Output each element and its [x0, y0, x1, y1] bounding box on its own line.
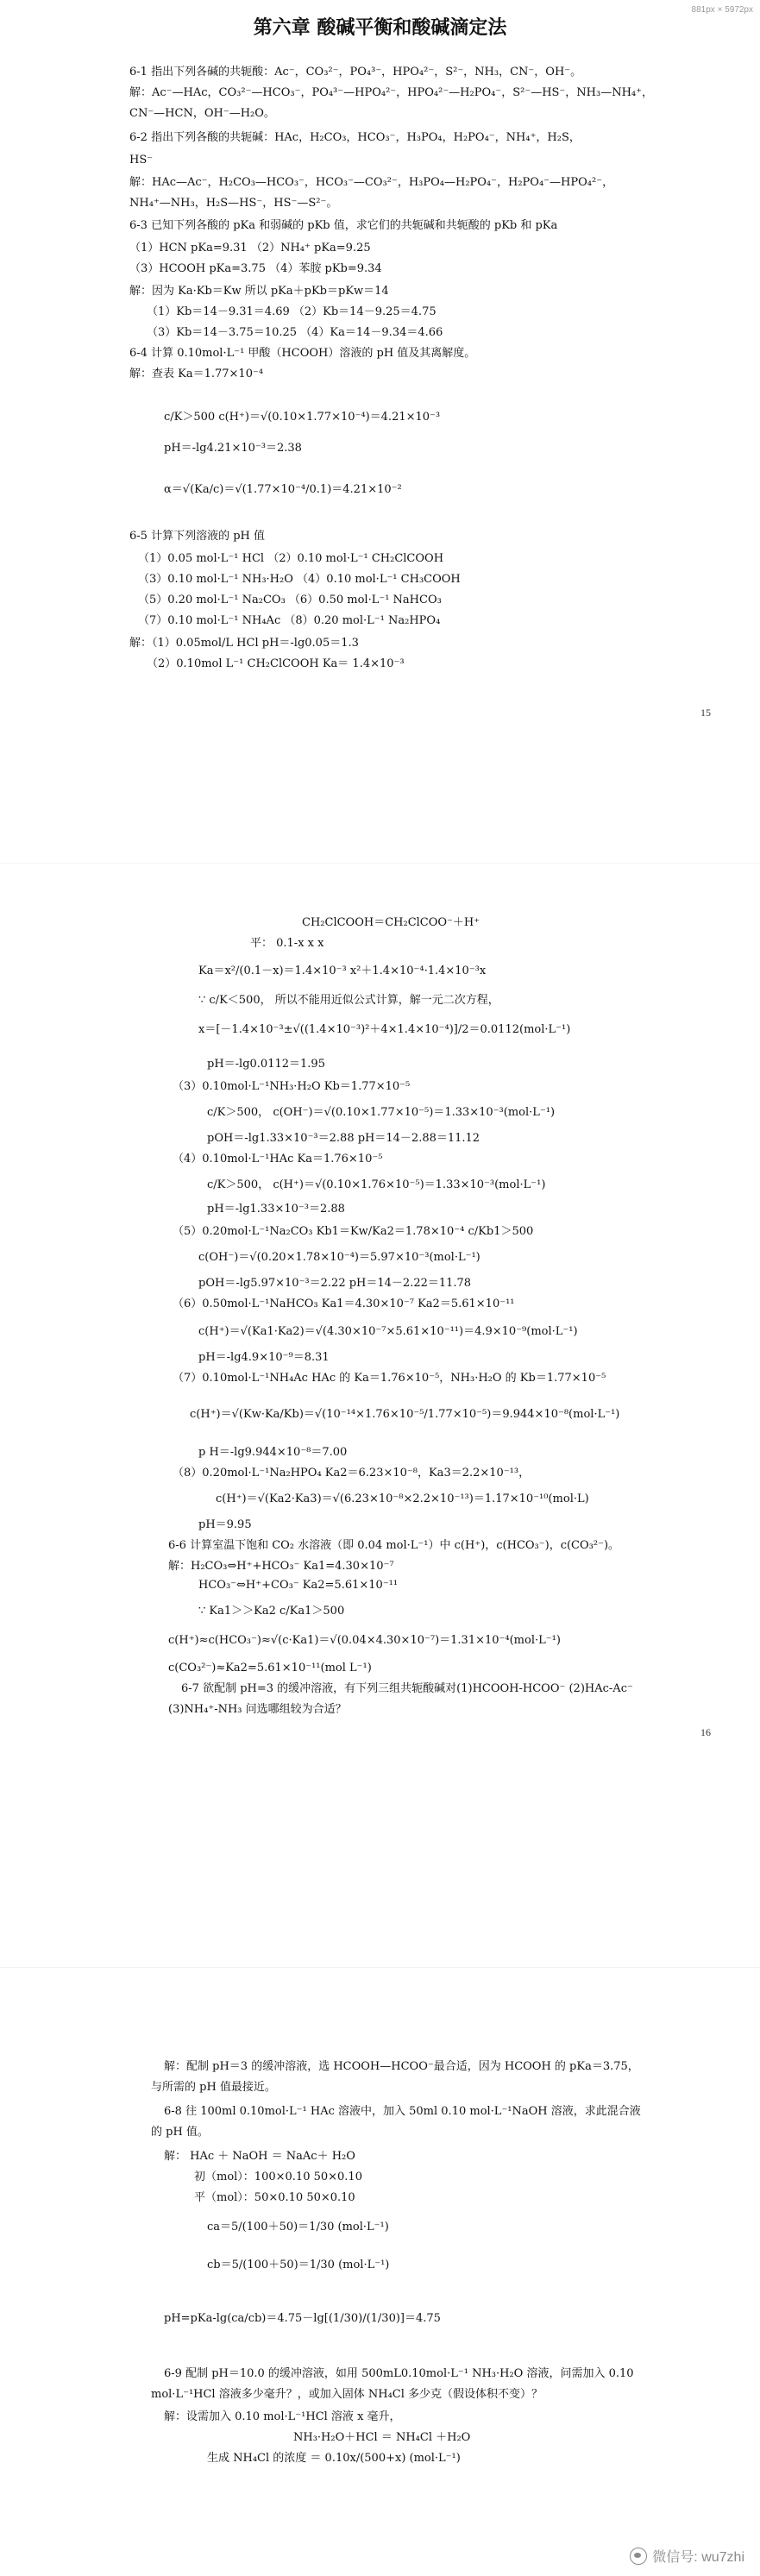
watermark [630, 2546, 744, 2566]
formula-line: c/K＞500， c(OH⁻)＝√(0.10×1.77×10⁻⁵)＝1.33×10⁻³(mol·L⁻¹) [207, 1106, 556, 1119]
text-line: mol·L⁻¹HCl 溶液多少毫升？，或加入固体 NH₄Cl 多少克（假设体积不变）？ [151, 2388, 543, 2401]
text-line: 6-1 指出下列各碱的共轭酸：Ac⁻，CO₃²⁻，PO₄³⁻，HPO₄²⁻，S²⁻，NH₃，CN⁻，OH⁻。 [129, 66, 582, 79]
text-line: 与所需的 pH 值最接近。 [151, 2081, 276, 2094]
text-line: （5）0.20 mol·L⁻¹ Na₂CO₃ （6）0.50 mol·L⁻¹ NaHCO₃ [138, 594, 442, 606]
text-line: pH＝-lg0.0112＝1.95 [207, 1058, 325, 1071]
text-line: 6-8 往 100ml 0.10mol·L⁻¹ HAc 溶液中，加入 50ml 0.10 mol·L⁻¹NaOH 溶液，求此混合液 [164, 2105, 641, 2118]
text-line: （7）0.10 mol·L⁻¹ NH₄Ac （8）0.20 mol·L⁻¹ Na₂HPO₄ [138, 614, 441, 627]
text-line: pH＝-lg4.9×10⁻⁹＝8.31 [198, 1351, 330, 1364]
text-line: 平： 0.1-x x x [250, 937, 324, 950]
formula-line: cb＝5/(100＋50)＝1/30 (mol·L⁻¹) [207, 2259, 390, 2271]
text-line: 解：Ac⁻—HAc，CO₃²⁻—HCO₃⁻，PO₄³⁻—HPO₄²⁻，HPO₄²⁻—H₂PO₄⁻，S²⁻—HS⁻，NH₃—NH₄⁺， [129, 86, 654, 99]
formula-line: α＝√(Ka/c)＝√(1.77×10⁻⁴/0.1)＝4.21×10⁻² [164, 483, 402, 496]
text-line: （1）HCN pKa=9.31 （2）NH₄⁺ pKa=9.25 [129, 242, 371, 254]
text-line: （7）0.10mol·L⁻¹NH₄Ac HAc 的 Ka＝1.76×10⁻⁵，NH₃·H₂O 的 Kb＝1.77×10⁻⁵ [173, 1372, 606, 1385]
text-line: （3）HCOOH pKa=3.75 （4）苯胺 pKb=9.34 [129, 262, 382, 275]
text-line: 6-7 欲配制 pH=3 的缓冲溶液，有下列三组共轭酸碱对(1)HCOOH-HCOO⁻ (2)HAc-Ac⁻ [181, 1682, 633, 1695]
text-line: 6-9 配制 pH＝10.0 的缓冲溶液，如用 500mL0.10mol·L⁻¹ NH₃·H₂O 溶液，问需加入 0.10 [164, 2367, 634, 2380]
page-17 [0, 2053, 760, 2576]
wechat-icon [630, 2548, 647, 2565]
text-line: HS⁻ [129, 154, 154, 166]
text-line: 解：因为 Ka·Kb＝Kw 所以 pKa＋pKb＝pKw＝14 [129, 285, 389, 298]
text-line: 的 pH 值。 [151, 2126, 209, 2139]
text-line: 6-6 计算室温下饱和 CO₂ 水溶液（即 0.04 mol·L⁻¹）中 c(H⁺)，c(HCO₃⁻)，c(CO₃²⁻)。 [168, 1539, 620, 1552]
text-line: 解：H₂CO₃⇔H⁺+HCO₃⁻ Ka1=4.30×10⁻⁷ [168, 1560, 394, 1573]
text-line: ∵ Ka1＞＞Ka2 c/Ka1＞500 [198, 1605, 345, 1618]
text-line: pH＝-lg1.33×10⁻³＝2.88 [207, 1203, 345, 1216]
text-line: 解：配制 pH＝3 的缓冲溶液，选 HCOOH—HCOO⁻最合适，因为 HCOOH 的 pKa＝3.75， [164, 2060, 639, 2073]
text-line: HCO₃⁻⇔H⁺+CO₃⁻ Ka2=5.61×10⁻¹¹ [198, 1579, 399, 1592]
text-line: （2）0.10mol L⁻¹ CH₂ClCOOH Ka＝ 1.4×10⁻³ [147, 657, 405, 670]
text-line: （3）0.10 mol·L⁻¹ NH₃·H₂O （4）0.10 mol·L⁻¹ CH₃COOH [138, 573, 461, 586]
page-divider [0, 1967, 760, 1968]
formula-line: c/K＞500 c(H⁺)＝√(0.10×1.77×10⁻⁴)＝4.21×10⁻³ [164, 411, 441, 424]
text-line: 解：设需加入 0.10 mol·L⁻¹HCl 溶液 x 毫升， [164, 2410, 401, 2423]
reaction-equation: 解： HAc ＋ NaOH ＝ NaAc＋ H₂O [164, 2150, 355, 2163]
text-line: 6-3 已知下列各酸的 pKa 和弱碱的 pKb 值，求它们的共轭碱和共轭酸的 pKb 和 pKa [129, 219, 558, 232]
formula-line: c(H⁺)＝√(Kw·Ka/Kb)＝√(10⁻¹⁴×1.76×10⁻⁵/1.77×10⁻⁵)＝9.944×10⁻⁸(mol·L⁻¹) [190, 1408, 620, 1421]
text-line: pOH＝-lg1.33×10⁻³＝2.88 pH＝14－2.88＝11.12 [207, 1132, 480, 1145]
text-line: CN⁻—HCN，OH⁻—H₂O。 [129, 107, 275, 120]
text-line: ∵ c/K＜500， 所以不能用近似公式计算，解一元二次方程， [198, 994, 499, 1007]
text-line: （5）0.20mol·L⁻¹Na₂CO₃ Kb1＝Kw/Ka2＝1.78×10⁻⁴ c/Kb1＞500 [173, 1225, 534, 1238]
text-line: 平（mol）：50×0.10 50×0.10 [194, 2191, 355, 2204]
text-line: 6-5 计算下列溶液的 pH 值 [129, 530, 265, 543]
text-line: p H＝-lg9.944×10⁻⁸＝7.00 [198, 1446, 348, 1459]
chapter-title: 第六章 酸碱平衡和酸碱滴定法 [253, 16, 507, 39]
text-line: pH＝9.95 [198, 1518, 252, 1531]
page-number: 15 [700, 707, 711, 719]
text-line: （1）Kb＝14－9.31＝4.69 （2）Kb＝14－9.25＝4.75 [147, 305, 437, 318]
text-line: NH₄⁺—NH₃，H₂S—HS⁻，HS⁻—S²⁻。 [129, 197, 338, 210]
formula-line: c(H⁺)≈c(HCO₃⁻)≈√(c·Ka1)＝√(0.04×4.30×10⁻⁷)＝1.31×10⁻⁴(mol·L⁻¹) [168, 1634, 561, 1647]
text-line: （3）Kb＝14－3.75＝10.25 （4）Ka＝14－9.34＝4.66 [147, 326, 443, 339]
text-line: （6）0.50mol·L⁻¹NaHCO₃ Ka1＝4.30×10⁻⁷ Ka2＝5.61×10⁻¹¹ [173, 1297, 515, 1310]
text-line: 6-4 计算 0.10mol·L⁻¹ 甲酸（HCOOH）溶液的 pH 值及其离解度。 [129, 347, 476, 360]
text-line: （3）0.10mol·L⁻¹NH₃·H₂O Kb＝1.77×10⁻⁵ [173, 1080, 411, 1093]
formula-line: ca＝5/(100＋50)＝1/30 (mol·L⁻¹) [207, 2221, 389, 2234]
formula-line: c(H⁺)＝√(Ka1·Ka2)＝√(4.30×10⁻⁷×5.61×10⁻¹¹)＝4.9×10⁻⁹(mol·L⁻¹) [198, 1325, 578, 1338]
text-line: 解：（1）0.05mol/L HCl pH＝-lg0.05＝1.3 [129, 637, 359, 650]
text-line: （1）0.05 mol·L⁻¹ HCl （2）0.10 mol·L⁻¹ CH₂ClCOOH [138, 552, 444, 565]
formula-line: c(OH⁻)＝√(0.20×1.78×10⁻⁴)＝5.97×10⁻³(mol·L⁻¹) [198, 1251, 480, 1264]
formula-line: x＝[－1.4×10⁻³±√((1.4×10⁻³)²＋4×1.4×10⁻⁴)]/2＝0.0112(mol·L⁻¹) [198, 1023, 571, 1036]
formula-line: c/K＞500， c(H⁺)＝√(0.10×1.76×10⁻⁵)＝1.33×10⁻³(mol·L⁻¹) [207, 1178, 546, 1191]
text-line: 解：查表 Ka＝1.77×10⁻⁴ [129, 368, 264, 380]
watermark-text: 微信号: wu7zhi [652, 2550, 744, 2565]
reaction-equation: NH₃·H₂O＋HCl ＝ NH₄Cl ＋H₂O [293, 2431, 471, 2444]
page-16 [0, 863, 760, 1838]
text-line: （4）0.10mol·L⁻¹HAc Ka＝1.76×10⁻⁵ [173, 1153, 383, 1165]
reaction-equation: CH₂ClCOOH＝CH₂ClCOO⁻＋H⁺ [302, 916, 480, 929]
formula-line: pH＝-lg4.21×10⁻³＝2.38 [164, 442, 302, 455]
text-line: 解：HAc—Ac⁻，H₂CO₃—HCO₃⁻，HCO₃⁻—CO₃²⁻，H₃PO₄—H₂PO₄⁻，H₂PO₄⁻—HPO₄²⁻， [129, 176, 614, 189]
page-15 [0, 0, 760, 940]
formula-line: Ka＝x²/(0.1－x)＝1.4×10⁻³ x²＋1.4×10⁻⁴·1.4×10⁻³x [198, 964, 487, 977]
text-line: pOH＝-lg5.97×10⁻³＝2.22 pH＝14－2.22＝11.78 [198, 1277, 472, 1290]
text-line: 生成 NH₄Cl 的浓度 ＝ 0.10x/(500+x) (mol·L⁻¹) [207, 2452, 461, 2465]
text-line: c(CO₃²⁻)≈Ka2=5.61×10⁻¹¹(mol L⁻¹) [168, 1662, 372, 1674]
text-line: 初（mol）：100×0.10 50×0.10 [194, 2171, 362, 2183]
page-number: 16 [700, 1726, 711, 1738]
text-line: 6-2 指出下列各酸的共轭碱：HAc，H₂CO₃，HCO₃⁻，H₃PO₄，H₂PO₄⁻，NH₄⁺，H₂S， [129, 131, 581, 144]
formula-line: c(H⁺)＝√(Ka2·Ka3)＝√(6.23×10⁻⁸×2.2×10⁻¹³)＝1.17×10⁻¹⁰(mol·L) [216, 1492, 589, 1505]
text-line: （8）0.20mol·L⁻¹Na₂HPO₄ Ka2＝6.23×10⁻⁸，Ka3＝2.2×10⁻¹³， [173, 1467, 531, 1480]
text-line: (3)NH₄⁺-NH₃ 问选哪组较为合适？ [168, 1703, 347, 1716]
image-dimensions-label: 881px × 5972px [691, 5, 753, 15]
formula-line: pH=pKa-lg(ca/cb)＝4.75－lg[(1/30)/(1/30)]＝4.75 [164, 2312, 441, 2325]
